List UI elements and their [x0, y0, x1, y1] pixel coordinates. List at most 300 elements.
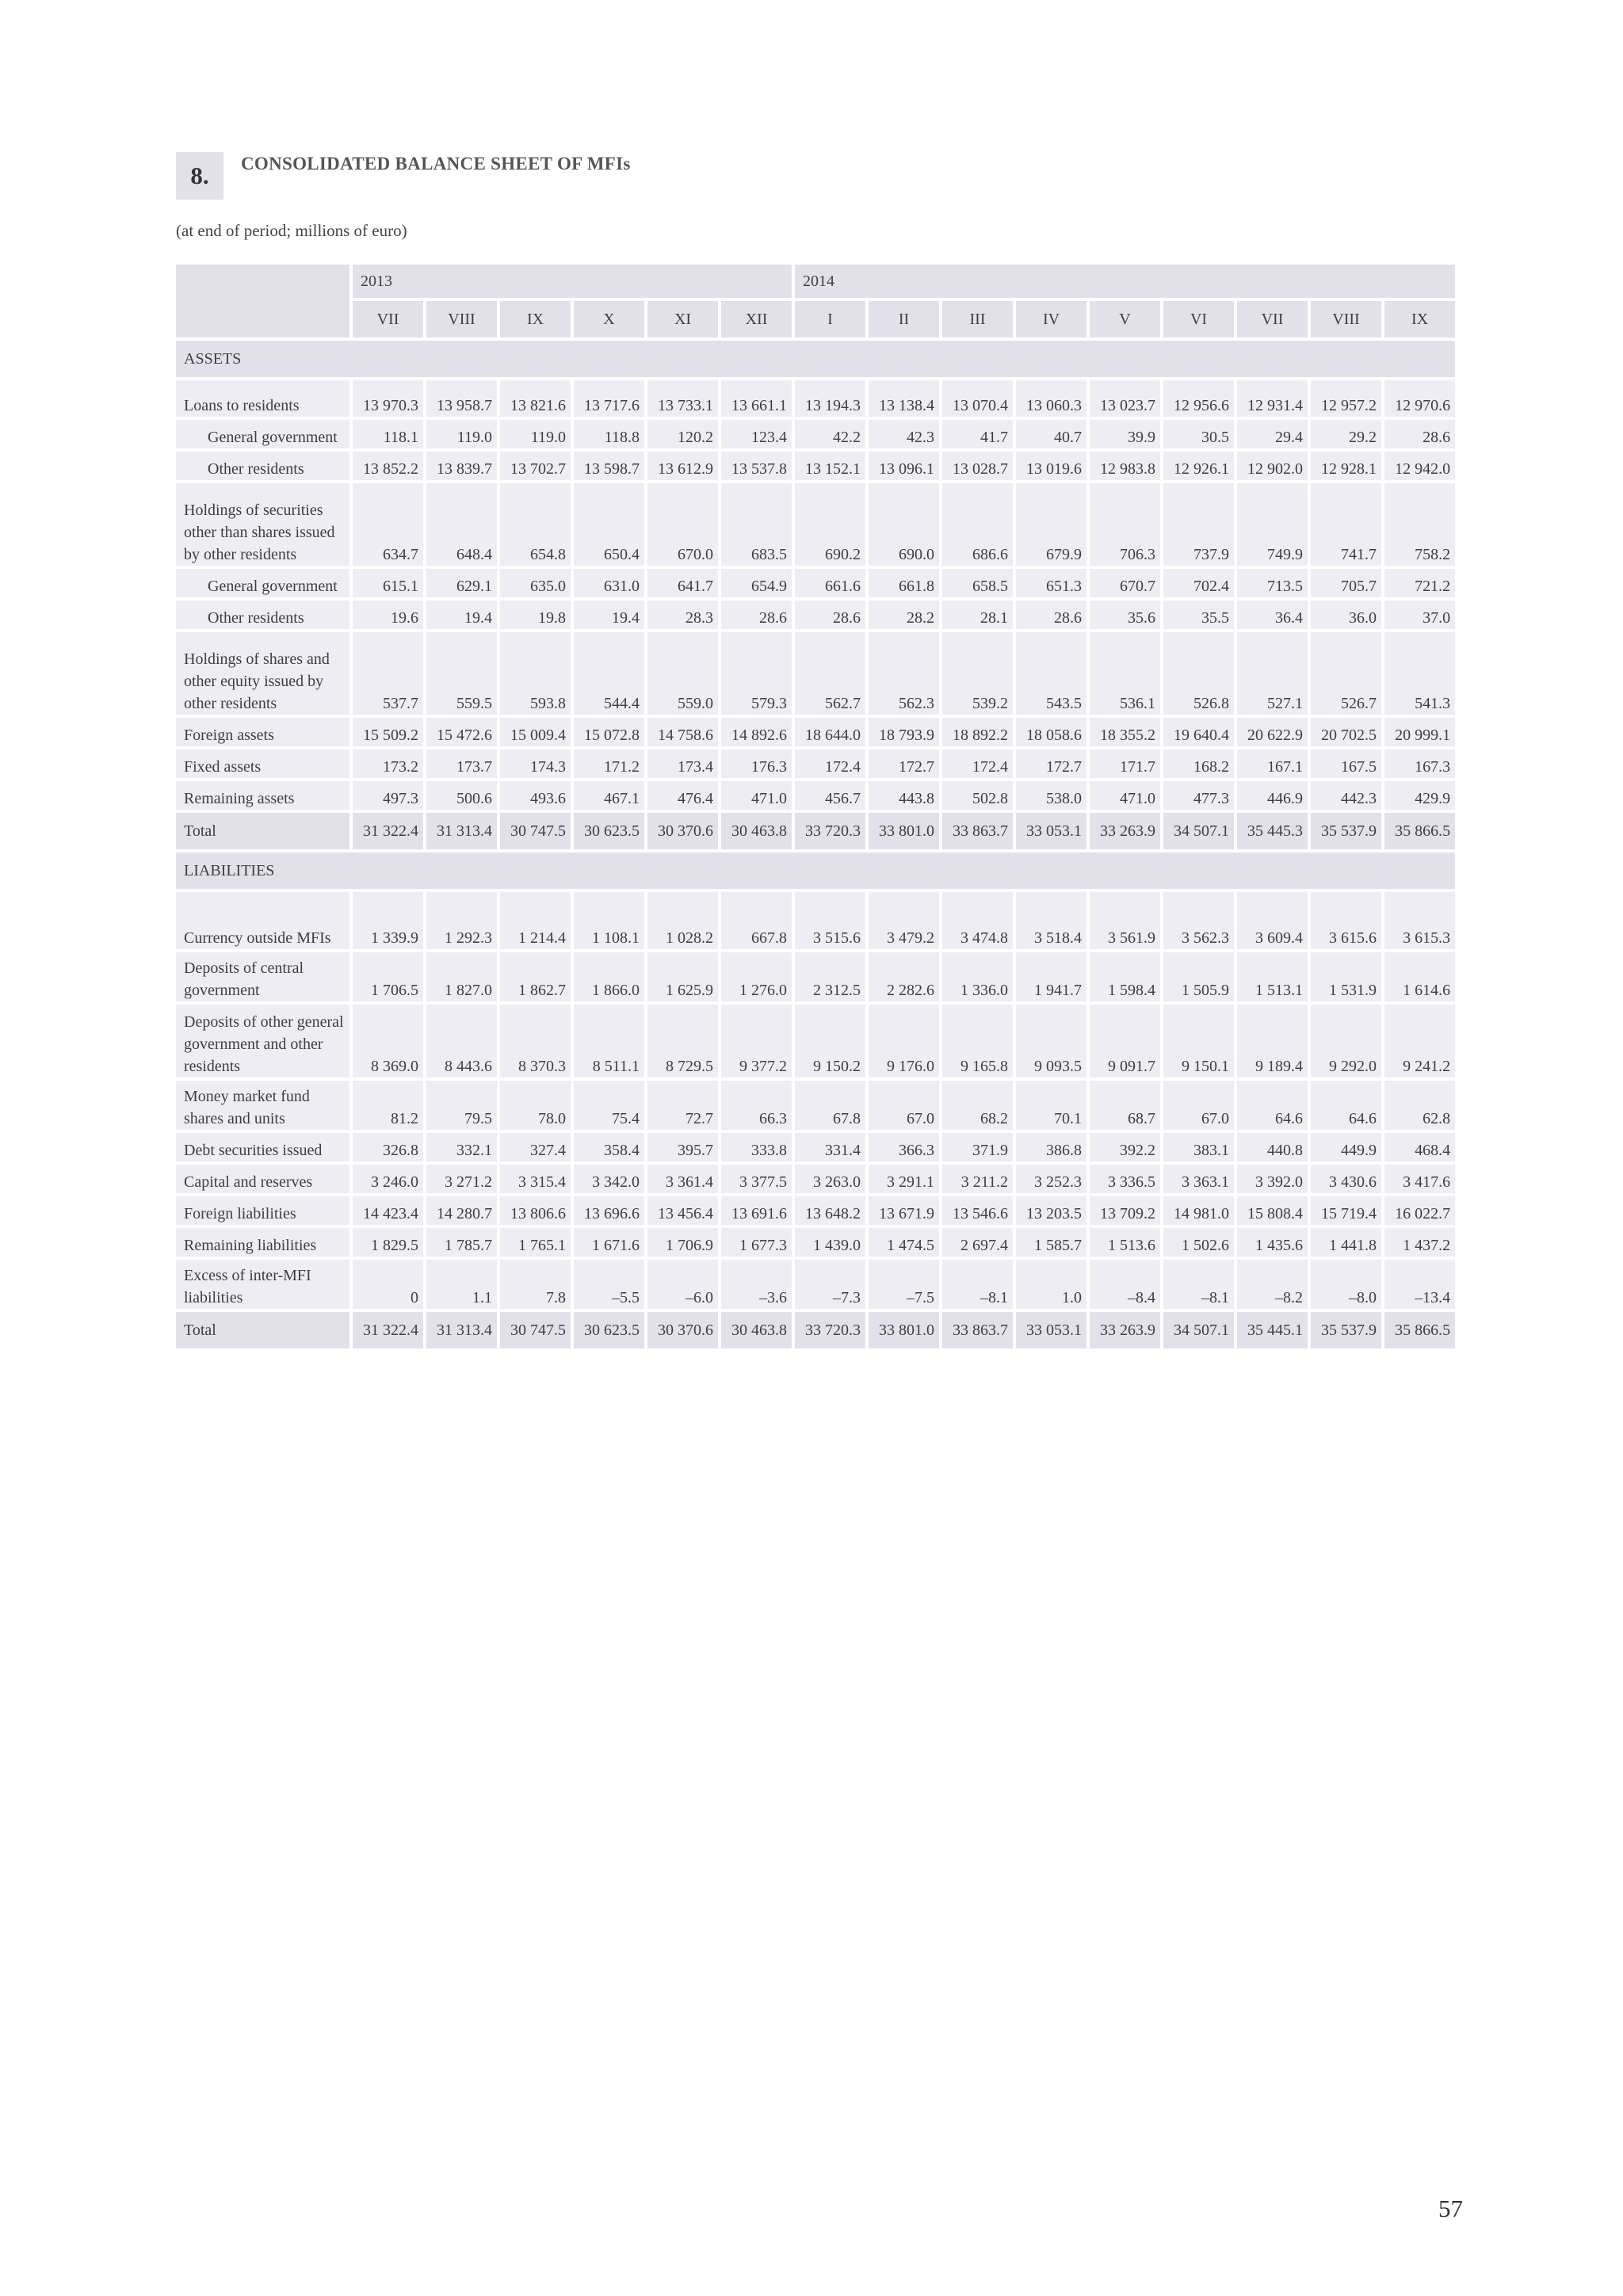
- value-cell: 1 214.4: [500, 892, 571, 949]
- total-value-cell: 35 445.3: [1237, 813, 1308, 849]
- section-number: 8.: [176, 152, 223, 200]
- liabilities-total-row: [176, 1312, 1455, 1348]
- row-label: Foreign liabilities: [176, 1196, 349, 1225]
- value-cell: 13 456.4: [647, 1196, 718, 1225]
- value-cell: 15 808.4: [1237, 1196, 1308, 1225]
- value-cell: 9 150.1: [1163, 1005, 1234, 1077]
- value-cell: 500.6: [426, 781, 497, 810]
- total-value-cell: 34 507.1: [1163, 1312, 1234, 1348]
- value-cell: 541.3: [1384, 632, 1455, 715]
- value-cell: 173.4: [647, 749, 718, 778]
- value-cell: 67.0: [869, 1081, 939, 1130]
- value-cell: –8.1: [1163, 1260, 1234, 1309]
- value-cell: 20 622.9: [1237, 718, 1308, 746]
- value-cell: 1 785.7: [426, 1228, 497, 1257]
- value-cell: 12 928.1: [1311, 452, 1381, 480]
- value-cell: 12 956.6: [1163, 380, 1234, 417]
- year-header-2013: 2013: [353, 265, 792, 298]
- value-cell: 741.7: [1311, 483, 1381, 566]
- value-cell: 559.5: [426, 632, 497, 715]
- value-cell: 3 271.2: [426, 1165, 497, 1193]
- value-cell: 467.1: [574, 781, 644, 810]
- value-cell: 19.4: [426, 601, 497, 629]
- table-row: [176, 781, 1455, 810]
- value-cell: 1 513.1: [1237, 952, 1308, 1001]
- month-header: VI: [1163, 301, 1234, 338]
- total-value-cell: 31 322.4: [353, 1312, 423, 1348]
- value-cell: 28.6: [721, 601, 792, 629]
- value-cell: 1 625.9: [647, 952, 718, 1001]
- total-value-cell: 34 507.1: [1163, 813, 1234, 849]
- balance-sheet-table: [173, 261, 1458, 1352]
- value-cell: 1 862.7: [500, 952, 571, 1001]
- value-cell: 661.8: [869, 569, 939, 597]
- total-value-cell: 31 313.4: [426, 1312, 497, 1348]
- value-cell: 28.6: [1016, 601, 1086, 629]
- value-cell: 13 709.2: [1090, 1196, 1160, 1225]
- total-value-cell: 33 801.0: [869, 1312, 939, 1348]
- value-cell: 14 423.4: [353, 1196, 423, 1225]
- total-value-cell: 35 445.1: [1237, 1312, 1308, 1348]
- value-cell: 13 060.3: [1016, 380, 1086, 417]
- value-cell: –5.5: [574, 1260, 644, 1309]
- value-cell: 1 439.0: [795, 1228, 865, 1257]
- value-cell: 172.7: [1016, 749, 1086, 778]
- value-cell: 7.8: [500, 1260, 571, 1309]
- value-cell: 70.1: [1016, 1081, 1086, 1130]
- value-cell: 9 292.0: [1311, 1005, 1381, 1077]
- value-cell: 13 028.7: [942, 452, 1013, 480]
- month-header: IV: [1016, 301, 1086, 338]
- value-cell: 629.1: [426, 569, 497, 597]
- value-cell: 1 513.6: [1090, 1228, 1160, 1257]
- value-cell: 1 585.7: [1016, 1228, 1086, 1257]
- value-cell: 1 276.0: [721, 952, 792, 1001]
- year-header-row: [176, 265, 1455, 298]
- value-cell: 1 531.9: [1311, 952, 1381, 1001]
- value-cell: 1 336.0: [942, 952, 1013, 1001]
- value-cell: 167.1: [1237, 749, 1308, 778]
- value-cell: 18 644.0: [795, 718, 865, 746]
- value-cell: 18 355.2: [1090, 718, 1160, 746]
- value-cell: 13 661.1: [721, 380, 792, 417]
- row-label: Deposits of other general government and other residents: [176, 1005, 349, 1077]
- total-value-cell: 33 801.0: [869, 813, 939, 849]
- value-cell: 13 671.9: [869, 1196, 939, 1225]
- value-cell: 35.6: [1090, 601, 1160, 629]
- value-cell: 12 926.1: [1163, 452, 1234, 480]
- value-cell: 2 312.5: [795, 952, 865, 1001]
- value-cell: 705.7: [1311, 569, 1381, 597]
- value-cell: 3 479.2: [869, 892, 939, 949]
- value-cell: 544.4: [574, 632, 644, 715]
- value-cell: 13 152.1: [795, 452, 865, 480]
- value-cell: 3 562.3: [1163, 892, 1234, 949]
- value-cell: 167.5: [1311, 749, 1381, 778]
- value-cell: 9 093.5: [1016, 1005, 1086, 1077]
- value-cell: 35.5: [1163, 601, 1234, 629]
- row-label: Capital and reserves: [176, 1165, 349, 1193]
- table-row: [176, 718, 1455, 746]
- table-row: [176, 1165, 1455, 1193]
- value-cell: 631.0: [574, 569, 644, 597]
- total-label: Total: [176, 1312, 349, 1348]
- value-cell: 171.2: [574, 749, 644, 778]
- value-cell: 28.6: [795, 601, 865, 629]
- value-cell: 40.7: [1016, 420, 1086, 448]
- total-value-cell: 30 747.5: [500, 1312, 571, 1348]
- value-cell: 13 958.7: [426, 380, 497, 417]
- value-cell: 13 138.4: [869, 380, 939, 417]
- value-cell: 650.4: [574, 483, 644, 566]
- value-cell: 1 671.6: [574, 1228, 644, 1257]
- value-cell: 670.0: [647, 483, 718, 566]
- value-cell: 37.0: [1384, 601, 1455, 629]
- value-cell: 3 291.1: [869, 1165, 939, 1193]
- value-cell: 174.3: [500, 749, 571, 778]
- value-cell: 1 706.5: [353, 952, 423, 1001]
- value-cell: 1 028.2: [647, 892, 718, 949]
- value-cell: 13 691.6: [721, 1196, 792, 1225]
- value-cell: 526.7: [1311, 632, 1381, 715]
- value-cell: 3 342.0: [574, 1165, 644, 1193]
- value-cell: 66.3: [721, 1081, 792, 1130]
- value-cell: 1 437.2: [1384, 1228, 1455, 1257]
- table-row: [176, 452, 1455, 480]
- value-cell: 42.3: [869, 420, 939, 448]
- value-cell: 13 970.3: [353, 380, 423, 417]
- month-header: IX: [1384, 301, 1455, 338]
- total-value-cell: 33 263.9: [1090, 813, 1160, 849]
- value-cell: 3 377.5: [721, 1165, 792, 1193]
- value-cell: 20 702.5: [1311, 718, 1381, 746]
- value-cell: 14 981.0: [1163, 1196, 1234, 1225]
- value-cell: 12 983.8: [1090, 452, 1160, 480]
- row-label: Loans to residents: [176, 380, 349, 417]
- value-cell: 468.4: [1384, 1133, 1455, 1161]
- row-label: General government: [176, 420, 349, 448]
- value-cell: 67.0: [1163, 1081, 1234, 1130]
- value-cell: 30.5: [1163, 420, 1234, 448]
- row-label: Other residents: [176, 601, 349, 629]
- total-value-cell: 30 370.6: [647, 813, 718, 849]
- value-cell: 1 866.0: [574, 952, 644, 1001]
- value-cell: 1 505.9: [1163, 952, 1234, 1001]
- value-cell: 1 706.9: [647, 1228, 718, 1257]
- total-value-cell: 35 866.5: [1384, 813, 1455, 849]
- section-title: CONSOLIDATED BALANCE SHEET OF MFIs: [241, 154, 631, 174]
- month-header: II: [869, 301, 939, 338]
- value-cell: 371.9: [942, 1133, 1013, 1161]
- value-cell: 758.2: [1384, 483, 1455, 566]
- value-cell: 1 339.9: [353, 892, 423, 949]
- value-cell: 62.8: [1384, 1081, 1455, 1130]
- value-cell: 3 561.9: [1090, 892, 1160, 949]
- value-cell: 648.4: [426, 483, 497, 566]
- value-cell: 702.4: [1163, 569, 1234, 597]
- value-cell: 9 241.2: [1384, 1005, 1455, 1077]
- value-cell: 8 511.1: [574, 1005, 644, 1077]
- value-cell: 13 023.7: [1090, 380, 1160, 417]
- value-cell: 19.6: [353, 601, 423, 629]
- value-cell: 443.8: [869, 781, 939, 810]
- value-cell: 13 696.6: [574, 1196, 644, 1225]
- value-cell: –8.2: [1237, 1260, 1308, 1309]
- table-row: [176, 1133, 1455, 1161]
- value-cell: 471.0: [721, 781, 792, 810]
- value-cell: 13 648.2: [795, 1196, 865, 1225]
- value-cell: 690.2: [795, 483, 865, 566]
- value-cell: 1 829.5: [353, 1228, 423, 1257]
- value-cell: 13 702.7: [500, 452, 571, 480]
- value-cell: 1 598.4: [1090, 952, 1160, 1001]
- value-cell: 737.9: [1163, 483, 1234, 566]
- value-cell: 8 370.3: [500, 1005, 571, 1077]
- value-cell: 28.2: [869, 601, 939, 629]
- value-cell: 1.0: [1016, 1260, 1086, 1309]
- value-cell: 18 793.9: [869, 718, 939, 746]
- value-cell: 20 999.1: [1384, 718, 1455, 746]
- value-cell: 449.9: [1311, 1133, 1381, 1161]
- value-cell: 2 282.6: [869, 952, 939, 1001]
- value-cell: 651.3: [1016, 569, 1086, 597]
- value-cell: 333.8: [721, 1133, 792, 1161]
- row-label: Currency outside MFIs: [176, 892, 349, 949]
- table-row: [176, 1228, 1455, 1257]
- value-cell: 119.0: [426, 420, 497, 448]
- value-cell: 68.7: [1090, 1081, 1160, 1130]
- row-label: Money market fund shares and units: [176, 1081, 349, 1130]
- value-cell: 19.8: [500, 601, 571, 629]
- value-cell: 12 970.6: [1384, 380, 1455, 417]
- total-value-cell: 31 313.4: [426, 813, 497, 849]
- value-cell: 3 518.4: [1016, 892, 1086, 949]
- value-cell: 78.0: [500, 1081, 571, 1130]
- value-cell: 67.8: [795, 1081, 865, 1130]
- value-cell: 366.3: [869, 1133, 939, 1161]
- month-header: XII: [721, 301, 792, 338]
- value-cell: 13 806.6: [500, 1196, 571, 1225]
- row-label: Deposits of central government: [176, 952, 349, 1001]
- value-cell: 81.2: [353, 1081, 423, 1130]
- value-cell: 1.1: [426, 1260, 497, 1309]
- total-value-cell: 30 463.8: [721, 813, 792, 849]
- value-cell: 1 292.3: [426, 892, 497, 949]
- value-cell: 119.0: [500, 420, 571, 448]
- value-cell: 29.4: [1237, 420, 1308, 448]
- table-row: [176, 483, 1455, 566]
- total-value-cell: 30 370.6: [647, 1312, 718, 1348]
- value-cell: 539.2: [942, 632, 1013, 715]
- value-cell: 14 758.6: [647, 718, 718, 746]
- value-cell: 9 091.7: [1090, 1005, 1160, 1077]
- value-cell: 19.4: [574, 601, 644, 629]
- value-cell: 3 336.5: [1090, 1165, 1160, 1193]
- value-cell: 1 677.3: [721, 1228, 792, 1257]
- value-cell: 12 902.0: [1237, 452, 1308, 480]
- value-cell: 579.3: [721, 632, 792, 715]
- value-cell: 670.7: [1090, 569, 1160, 597]
- value-cell: 123.4: [721, 420, 792, 448]
- value-cell: 64.6: [1311, 1081, 1381, 1130]
- value-cell: 3 609.4: [1237, 892, 1308, 949]
- month-header-row: [176, 301, 1455, 338]
- value-cell: 3 615.3: [1384, 892, 1455, 949]
- liabilities-heading: LIABILITIES: [176, 852, 1455, 889]
- value-cell: 13 096.1: [869, 452, 939, 480]
- row-label: Remaining liabilities: [176, 1228, 349, 1257]
- total-value-cell: 33 720.3: [795, 1312, 865, 1348]
- value-cell: 543.5: [1016, 632, 1086, 715]
- table-row: [176, 1005, 1455, 1077]
- value-cell: 13 852.2: [353, 452, 423, 480]
- value-cell: 3 252.3: [1016, 1165, 1086, 1193]
- row-label: Holdings of shares and other equity issued by other residents: [176, 632, 349, 715]
- value-cell: 1 474.5: [869, 1228, 939, 1257]
- value-cell: 440.8: [1237, 1133, 1308, 1161]
- value-cell: 3 474.8: [942, 892, 1013, 949]
- total-label: Total: [176, 813, 349, 849]
- value-cell: –13.4: [1384, 1260, 1455, 1309]
- value-cell: 358.4: [574, 1133, 644, 1161]
- value-cell: 13 070.4: [942, 380, 1013, 417]
- table-row: [176, 632, 1455, 715]
- table-row: [176, 601, 1455, 629]
- value-cell: 442.3: [1311, 781, 1381, 810]
- table-row: [176, 749, 1455, 778]
- value-cell: 13 546.6: [942, 1196, 1013, 1225]
- value-cell: 172.7: [869, 749, 939, 778]
- value-cell: 1 941.7: [1016, 952, 1086, 1001]
- value-cell: 13 019.6: [1016, 452, 1086, 480]
- value-cell: 28.3: [647, 601, 718, 629]
- value-cell: 28.1: [942, 601, 1013, 629]
- value-cell: 118.1: [353, 420, 423, 448]
- table-row: [176, 1196, 1455, 1225]
- value-cell: 3 392.0: [1237, 1165, 1308, 1193]
- value-cell: 679.9: [1016, 483, 1086, 566]
- value-cell: 41.7: [942, 420, 1013, 448]
- value-cell: 690.0: [869, 483, 939, 566]
- value-cell: 0: [353, 1260, 423, 1309]
- value-cell: 386.8: [1016, 1133, 1086, 1161]
- value-cell: 171.7: [1090, 749, 1160, 778]
- month-header: VIII: [1311, 301, 1381, 338]
- month-header: VII: [353, 301, 423, 338]
- value-cell: 8 369.0: [353, 1005, 423, 1077]
- value-cell: 471.0: [1090, 781, 1160, 810]
- month-header: I: [795, 301, 865, 338]
- page-number: 57: [1438, 2195, 1463, 2222]
- total-value-cell: 31 322.4: [353, 813, 423, 849]
- value-cell: 42.2: [795, 420, 865, 448]
- value-cell: 36.4: [1237, 601, 1308, 629]
- row-label: General government: [176, 569, 349, 597]
- value-cell: 8 443.6: [426, 1005, 497, 1077]
- value-cell: 15 719.4: [1311, 1196, 1381, 1225]
- value-cell: 559.0: [647, 632, 718, 715]
- value-cell: –8.0: [1311, 1260, 1381, 1309]
- value-cell: 615.1: [353, 569, 423, 597]
- value-cell: –6.0: [647, 1260, 718, 1309]
- table-subtitle: (at end of period; millions of euro): [176, 221, 407, 240]
- value-cell: 2 697.4: [942, 1228, 1013, 1257]
- assets-section-header: [176, 341, 1455, 377]
- value-cell: 1 614.6: [1384, 952, 1455, 1001]
- value-cell: 635.0: [500, 569, 571, 597]
- value-cell: 9 150.2: [795, 1005, 865, 1077]
- value-cell: 383.1: [1163, 1133, 1234, 1161]
- month-header: X: [574, 301, 644, 338]
- value-cell: 749.9: [1237, 483, 1308, 566]
- value-cell: 75.4: [574, 1081, 644, 1130]
- month-header: IX: [500, 301, 571, 338]
- value-cell: 120.2: [647, 420, 718, 448]
- value-cell: 13 194.3: [795, 380, 865, 417]
- value-cell: –8.1: [942, 1260, 1013, 1309]
- value-cell: 3 615.6: [1311, 892, 1381, 949]
- value-cell: 12 957.2: [1311, 380, 1381, 417]
- value-cell: 18 892.2: [942, 718, 1013, 746]
- value-cell: 654.8: [500, 483, 571, 566]
- value-cell: 3 430.6: [1311, 1165, 1381, 1193]
- value-cell: 168.2: [1163, 749, 1234, 778]
- value-cell: 68.2: [942, 1081, 1013, 1130]
- value-cell: 3 211.2: [942, 1165, 1013, 1193]
- value-cell: 634.7: [353, 483, 423, 566]
- month-header: III: [942, 301, 1013, 338]
- value-cell: 173.2: [353, 749, 423, 778]
- value-cell: 446.9: [1237, 781, 1308, 810]
- value-cell: 429.9: [1384, 781, 1455, 810]
- value-cell: 12 931.4: [1237, 380, 1308, 417]
- value-cell: 1 765.1: [500, 1228, 571, 1257]
- value-cell: 13 612.9: [647, 452, 718, 480]
- value-cell: 15 509.2: [353, 718, 423, 746]
- value-cell: 39.9: [1090, 420, 1160, 448]
- row-label: Excess of inter-MFI liabilities: [176, 1260, 349, 1309]
- value-cell: 64.6: [1237, 1081, 1308, 1130]
- total-value-cell: 35 537.9: [1311, 813, 1381, 849]
- value-cell: 3 515.6: [795, 892, 865, 949]
- value-cell: 527.1: [1237, 632, 1308, 715]
- value-cell: 331.4: [795, 1133, 865, 1161]
- value-cell: 13 717.6: [574, 380, 644, 417]
- value-cell: 15 009.4: [500, 718, 571, 746]
- row-label: Remaining assets: [176, 781, 349, 810]
- month-header: V: [1090, 301, 1160, 338]
- month-header: XI: [647, 301, 718, 338]
- value-cell: 706.3: [1090, 483, 1160, 566]
- value-cell: 3 363.1: [1163, 1165, 1234, 1193]
- value-cell: 1 435.6: [1237, 1228, 1308, 1257]
- table-row: [176, 1081, 1455, 1130]
- value-cell: 526.8: [1163, 632, 1234, 715]
- value-cell: –7.5: [869, 1260, 939, 1309]
- row-label: Fixed assets: [176, 749, 349, 778]
- value-cell: 13 733.1: [647, 380, 718, 417]
- value-cell: 3 263.0: [795, 1165, 865, 1193]
- value-cell: 118.8: [574, 420, 644, 448]
- table-row: [176, 952, 1455, 1001]
- value-cell: 13 839.7: [426, 452, 497, 480]
- value-cell: –8.4: [1090, 1260, 1160, 1309]
- total-value-cell: 30 747.5: [500, 813, 571, 849]
- value-cell: 3 246.0: [353, 1165, 423, 1193]
- value-cell: 172.4: [795, 749, 865, 778]
- value-cell: 395.7: [647, 1133, 718, 1161]
- value-cell: 13 821.6: [500, 380, 571, 417]
